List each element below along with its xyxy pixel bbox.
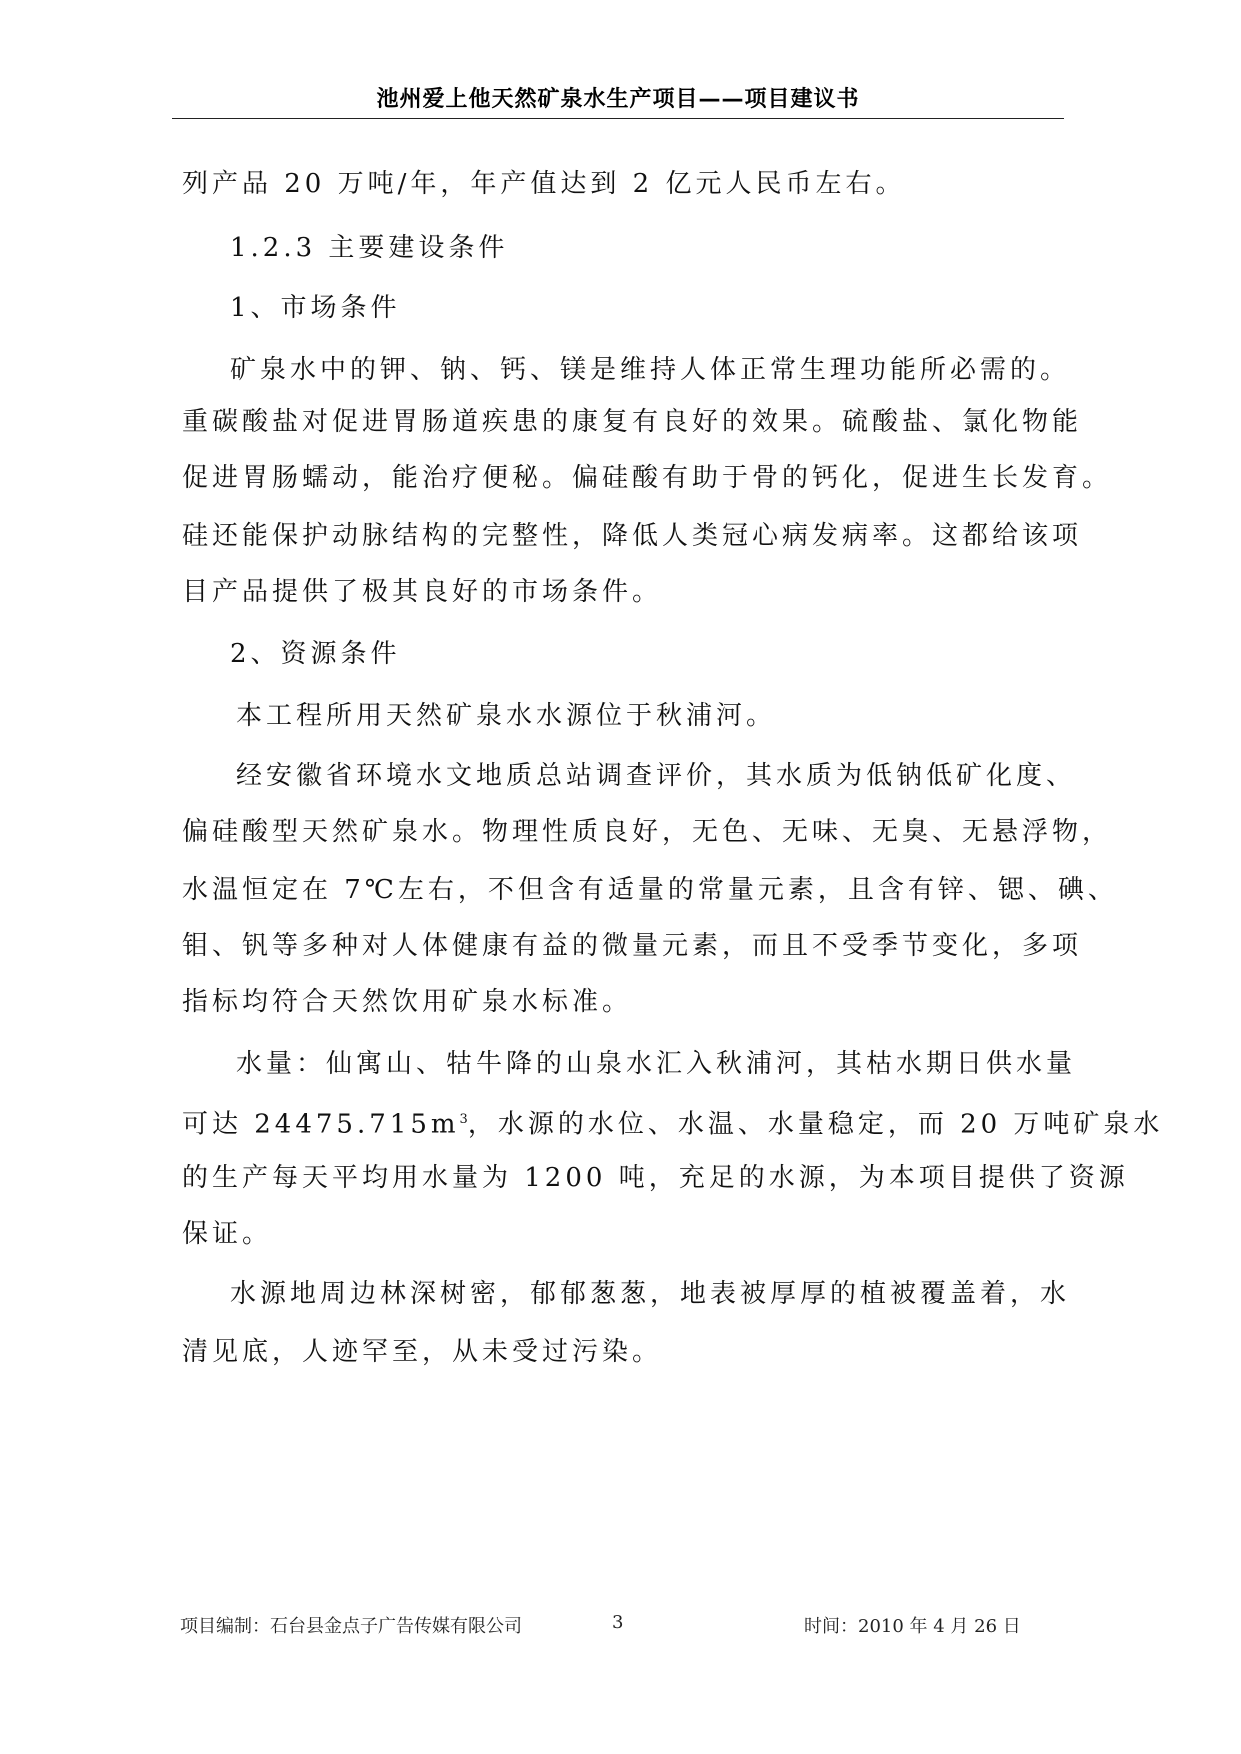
subheading-resource: 2、资源条件	[230, 639, 401, 669]
text-line: 列产品 20 万吨/年，年产值达到 2 亿元人民币左右。	[182, 169, 906, 199]
page-number: 3	[612, 1612, 624, 1633]
water-volume-rest: ，水源的水位、水温、水量稳定，而 20 万吨矿泉水	[467, 1109, 1164, 1140]
text-line: 促进胃肠蠕动，能治疗便秘。偏硅酸有助于骨的钙化，促进生长发育。	[182, 463, 1113, 493]
text-line: 偏硅酸型天然矿泉水。物理性质良好，无色、无味、无臭、无悬浮物，	[182, 817, 1113, 847]
text-line: 重碳酸盐对促进胃肠道疾患的康复有良好的效果。硫酸盐、氯化物能	[182, 407, 1083, 437]
text-line: 矿泉水中的钾、钠、钙、镁是维持人体正常生理功能所必需的。	[230, 355, 1071, 385]
footer-date: 时间：2010 年 4 月 26 日	[804, 1616, 1021, 1637]
text-line: 指标均符合天然饮用矿泉水标准。	[182, 987, 633, 1017]
water-volume-value: 可达 24475.715m	[182, 1109, 460, 1140]
header-divider	[172, 118, 1064, 119]
page-header-title: 池州爱上他天然矿泉水生产项目——项目建议书	[376, 87, 860, 112]
text-line: 水温恒定在 7℃左右，不但含有适量的常量元素，且含有锌、锶、碘、	[182, 875, 1118, 905]
text-line: 目产品提供了极其良好的市场条件。	[182, 577, 663, 607]
text-line: 清见底，人迹罕至，从未受过污染。	[182, 1337, 663, 1367]
footer-compiler: 项目编制：石台县金点子广告传媒有限公司	[180, 1616, 522, 1637]
text-line: 本工程所用天然矿泉水水源位于秋浦河。	[236, 701, 777, 731]
section-heading-1-2-3: 1.2.3 主要建设条件	[230, 233, 509, 263]
text-line: 水源地周边林深树密，郁郁葱葱，地表被厚厚的植被覆盖着，水	[230, 1279, 1071, 1309]
text-line: 钼、钒等多种对人体健康有益的微量元素，而且不受季节变化，多项	[182, 931, 1083, 961]
text-line: 水量：仙寓山、牯牛降的山泉水汇入秋浦河，其枯水期日供水量	[236, 1049, 1077, 1079]
text-line: 保证。	[182, 1219, 273, 1249]
text-line: 经安徽省环境水文地质总站调查评价，其水质为低钠低矿化度、	[236, 761, 1077, 791]
cubic-superscript: 3	[459, 1112, 468, 1127]
text-line: 硅还能保护动脉结构的完整性，降低人类冠心病发病率。这都给该项	[182, 521, 1083, 551]
text-line: 的生产每天平均用水量为 1200 吨，充足的水源，为本项目提供了资源	[182, 1163, 1129, 1193]
subheading-market: 1、市场条件	[230, 293, 401, 323]
